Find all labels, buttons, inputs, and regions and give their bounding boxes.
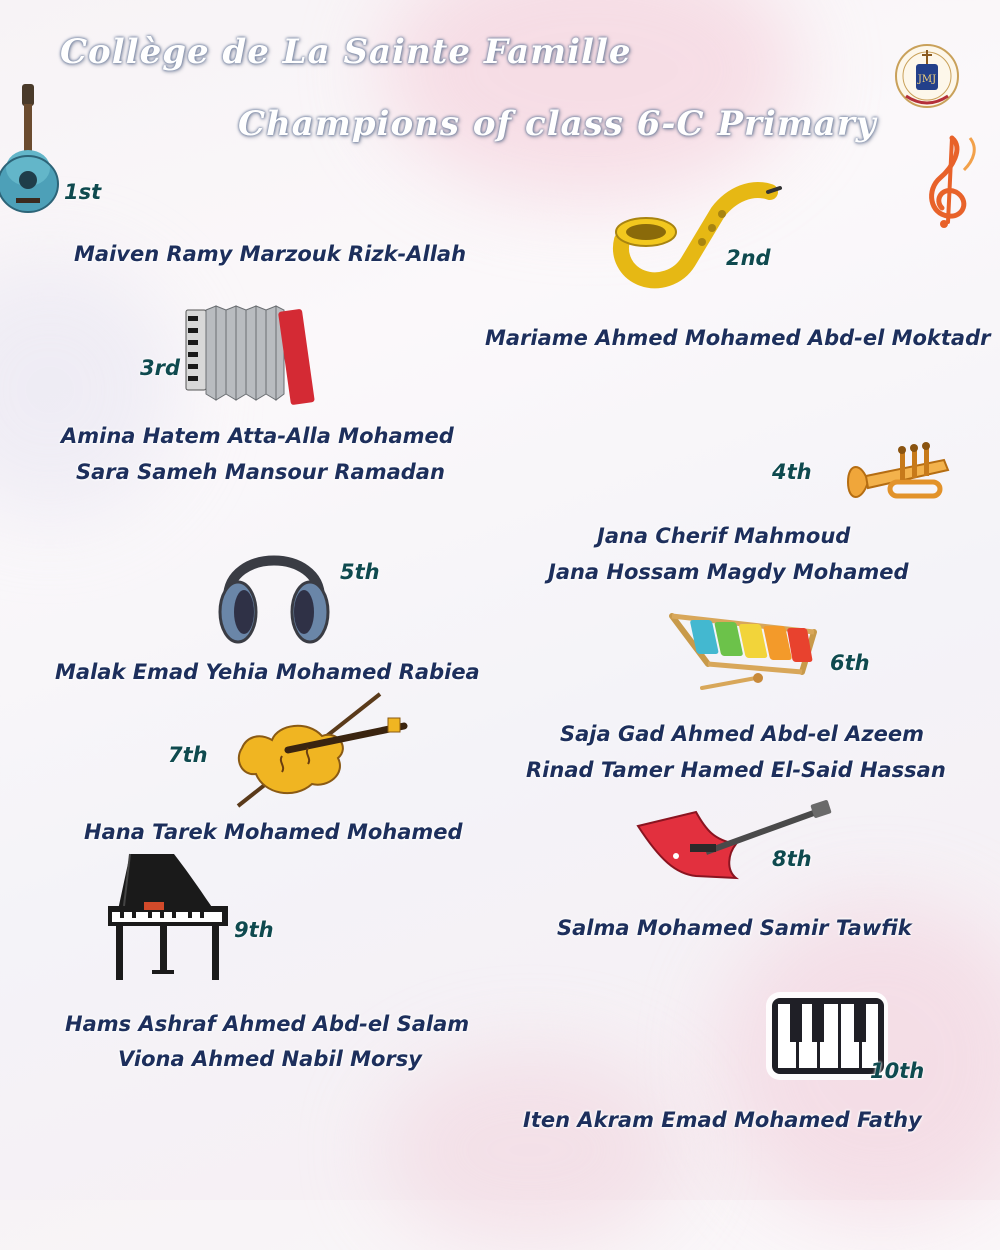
rank-label: 10th [870, 1059, 925, 1083]
treble-clef-icon [912, 130, 982, 230]
rank-label: 1st [64, 180, 102, 204]
rank-label: 2nd [726, 246, 771, 270]
champion-name: Saja Gad Ahmed Abd-el Azeem [560, 722, 925, 746]
champion-name: Hams Ashraf Ahmed Abd-el Salam [65, 1012, 470, 1036]
school-crest-icon [894, 40, 960, 114]
saxophone-icon [612, 182, 782, 292]
trumpet-icon [844, 442, 954, 516]
rank-label: 8th [772, 847, 812, 871]
grand-piano-icon [104, 850, 234, 990]
rank-label: 3rd [140, 356, 181, 380]
acoustic-guitar-icon [0, 82, 62, 232]
violin-icon [228, 690, 418, 810]
champion-name: Jana Hossam Magdy Mohamed [548, 560, 909, 584]
rank-label: 4th [772, 460, 812, 484]
champion-name: Salma Mohamed Samir Tawfik [557, 916, 912, 940]
school-title: Collège de La Sainte Famille [60, 32, 632, 72]
champion-name: Sara Sameh Mansour Ramadan [76, 460, 445, 484]
page-subtitle: Champions of class 6-C Primary [238, 104, 877, 144]
champion-name: Malak Emad Yehia Mohamed Rabiea [55, 660, 480, 684]
xylophone-icon [668, 612, 818, 692]
rank-label: 7th [168, 743, 208, 767]
rank-label: 9th [234, 918, 274, 942]
champion-name: Rinad Tamer Hamed El-Said Hassan [526, 758, 946, 782]
champion-name: Hana Tarek Mohamed Mohamed [84, 820, 463, 844]
rank-label: 5th [340, 560, 380, 584]
champion-name: Jana Cherif Mahmoud [597, 524, 851, 548]
headphones-icon [214, 528, 334, 648]
accordion-icon [184, 304, 314, 414]
champion-name: Maiven Ramy Marzouk Rizk-Allah [74, 242, 467, 266]
champion-name: Iten Akram Emad Mohamed Fathy [523, 1108, 922, 1132]
champion-name: Viona Ahmed Nabil Morsy [118, 1047, 422, 1071]
rank-label: 6th [830, 651, 870, 675]
champion-name: Mariame Ahmed Mohamed Abd-el Moktadr [485, 326, 991, 350]
svg-text:JMJ: JMJ [917, 74, 937, 85]
champion-name: Amina Hatem Atta-Alla Mohamed [61, 424, 454, 448]
